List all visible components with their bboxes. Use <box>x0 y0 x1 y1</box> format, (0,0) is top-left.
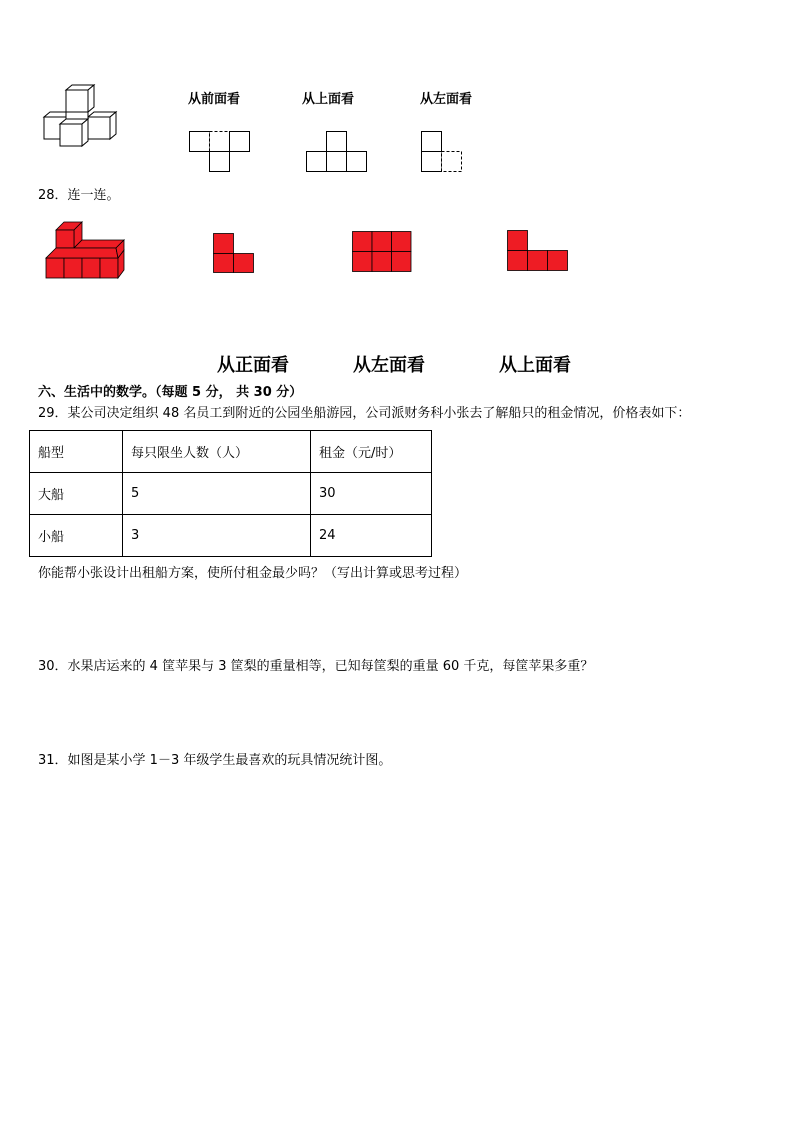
table-row <box>30 473 432 515</box>
front-view-drawing <box>186 128 252 174</box>
table-cell: 大船 <box>30 473 123 515</box>
top-view-drawing <box>303 128 369 174</box>
table-cell: 30 <box>311 473 432 515</box>
red-view-l-long <box>506 229 570 273</box>
match-label-top: 从上面看 <box>499 355 571 376</box>
view-label-top: 从上面看 <box>302 92 355 107</box>
table-header-cell: 船型 <box>30 431 123 473</box>
match-label-front: 从正面看 <box>217 355 289 376</box>
cube-stack-figure <box>40 84 130 154</box>
section-six-title: 六、生活中的数学。（每题 5 分， 共 30 分） <box>38 385 303 400</box>
table-row <box>30 515 432 557</box>
table-header-cell: 租金（元/时） <box>311 431 432 473</box>
q29-question: 你能帮小张设计出租船方案，使所付租金最少吗？（写出计算或思考过程） <box>38 566 468 581</box>
view-label-left: 从左面看 <box>420 92 473 107</box>
table-header-cell: 每只限坐人数（人） <box>123 431 311 473</box>
red-view-rectangle <box>351 230 413 274</box>
table-cell: 小船 <box>30 515 123 557</box>
q29-text: 29．某公司决定组织 48 名员工到附近的公园坐船游园，公司派财务科小张去了解船只的租金情况，价格表如下： <box>38 406 691 421</box>
q30-text: 30．水果店运来的 4 筐苹果与 3 筐梨的重量相等，已知每筐梨的重量 60 千克，每筐苹果多重？ <box>38 659 594 674</box>
left-view-drawing <box>418 128 466 174</box>
q31-text: 31．如图是某小学 1－3 年级学生最喜欢的玩具情况统计图。 <box>38 753 392 768</box>
red-3d-block-figure <box>44 218 128 282</box>
view-label-front: 从前面看 <box>188 92 241 107</box>
boat-price-table <box>29 430 432 557</box>
table-cell: 3 <box>123 515 311 557</box>
table-cell: 5 <box>123 473 311 515</box>
q28-title: 28．连一连。 <box>38 188 120 203</box>
red-view-l-small <box>212 232 256 274</box>
match-label-left: 从左面看 <box>353 355 425 376</box>
table-header-row <box>30 431 432 473</box>
table-cell: 24 <box>311 515 432 557</box>
